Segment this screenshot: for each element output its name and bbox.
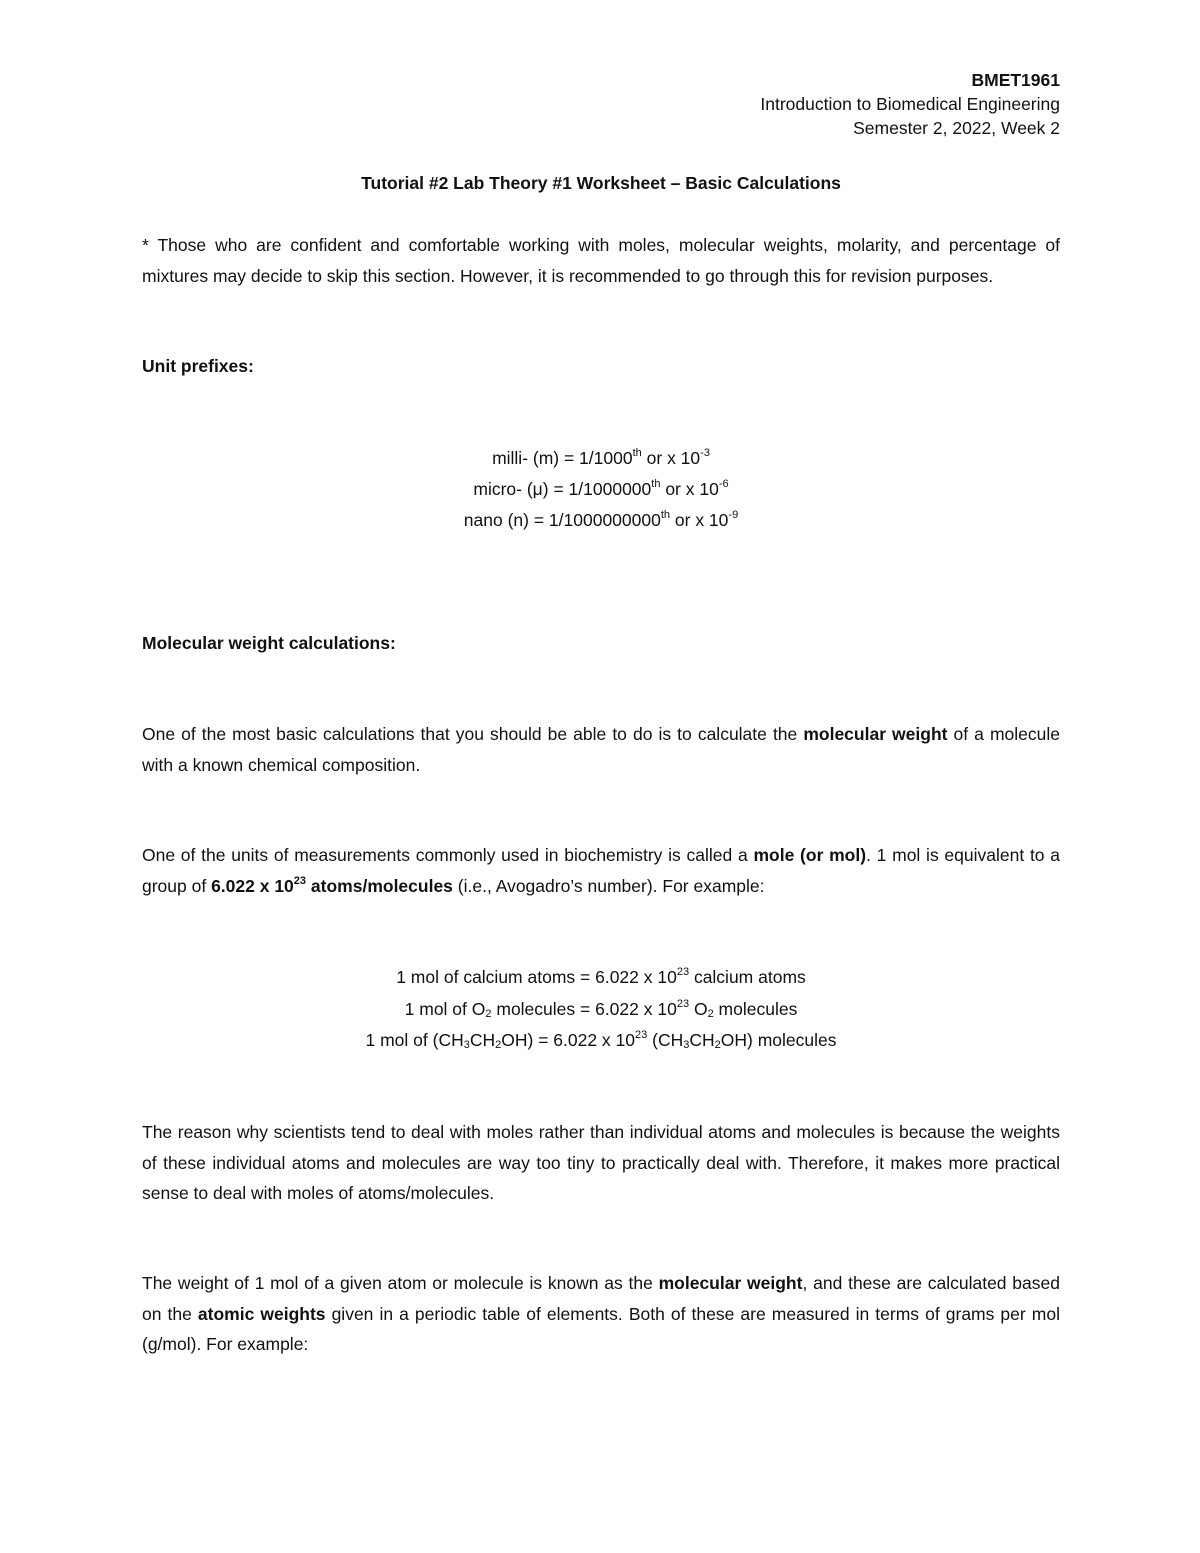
example-ethanol: 1 mol of $(CH_3CH_2OH) = 6.022$ x $10^{23}$ $(CH_3CH_2OH)$ molecules xyxy=(365,1029,837,1051)
intro-note: * Those who are confident and comfortable working with moles, molecular weights, molarity, and percentage of mixtures may decide to skip this section. However, it is recommended to go through this for revision purposes. xyxy=(142,235,1060,286)
molecular-weight-heading: Molecular weight calculations: xyxy=(142,633,396,653)
worksheet-title: Tutorial #2 Lab Theory #1 Worksheet – Basic Calculations xyxy=(361,173,841,193)
mw-paragraph-1: One of the most basic calculations that you should be able to do is to calculate the molecular weight of a molecule with a known chemical composition. xyxy=(142,724,1060,775)
term-week: Semester 2, 2022, Week 2 xyxy=(853,118,1060,138)
mw-paragraph-4: The weight of 1 mol of a given atom or molecule is known as the molecular weight, and these are calculated based on the atomic weights given in a periodic table of elements. Both of these are measured in terms of grams per mol (g/mol). For example: xyxy=(142,1273,1060,1354)
mw-paragraph-3: The reason why scientists tend to deal with moles rather than individual atoms and molecules is because the weights of these individual atoms and molecules are way too tiny to practically deal with. Therefore, it makes more practical sense to deal with moles of atoms/molecules. xyxy=(142,1122,1060,1203)
mole-examples xyxy=(142,962,1060,1057)
page-header xyxy=(142,68,1060,140)
unit-prefix-list xyxy=(142,443,1060,536)
prefix-micro: micro- (μ) = 1/1000000th or x $10^{-6}$ xyxy=(473,478,729,499)
course-code: BMET1961 xyxy=(971,70,1060,90)
prefix-nano: nano (n) = 1/1000000000th or x $10^{-9}$ xyxy=(463,509,739,530)
example-calcium: 1 mol of calcium atoms = 6.022 x $10^{23}$ calcium atoms xyxy=(396,966,806,987)
prefix-milli: milli- (m) = 1/1000th or x $10^{-3}$ xyxy=(492,447,710,468)
mw-paragraph-2: One of the units of measurements commonly used in biochemistry is called a mole (or mol). 1 mol is equivalent to a group of 6.022 x $10^{23}$ atoms/molecules (i.e., Avogadro’s number). For example: xyxy=(142,845,1061,896)
example-oxygen: 1 mol of $O_2$ molecules = 6.022 x $10^{23}$ $O_2$ molecules xyxy=(404,997,798,1020)
course-name: Introduction to Biomedical Engineering xyxy=(760,94,1060,114)
unit-prefixes-heading: Unit prefixes: xyxy=(142,356,254,376)
